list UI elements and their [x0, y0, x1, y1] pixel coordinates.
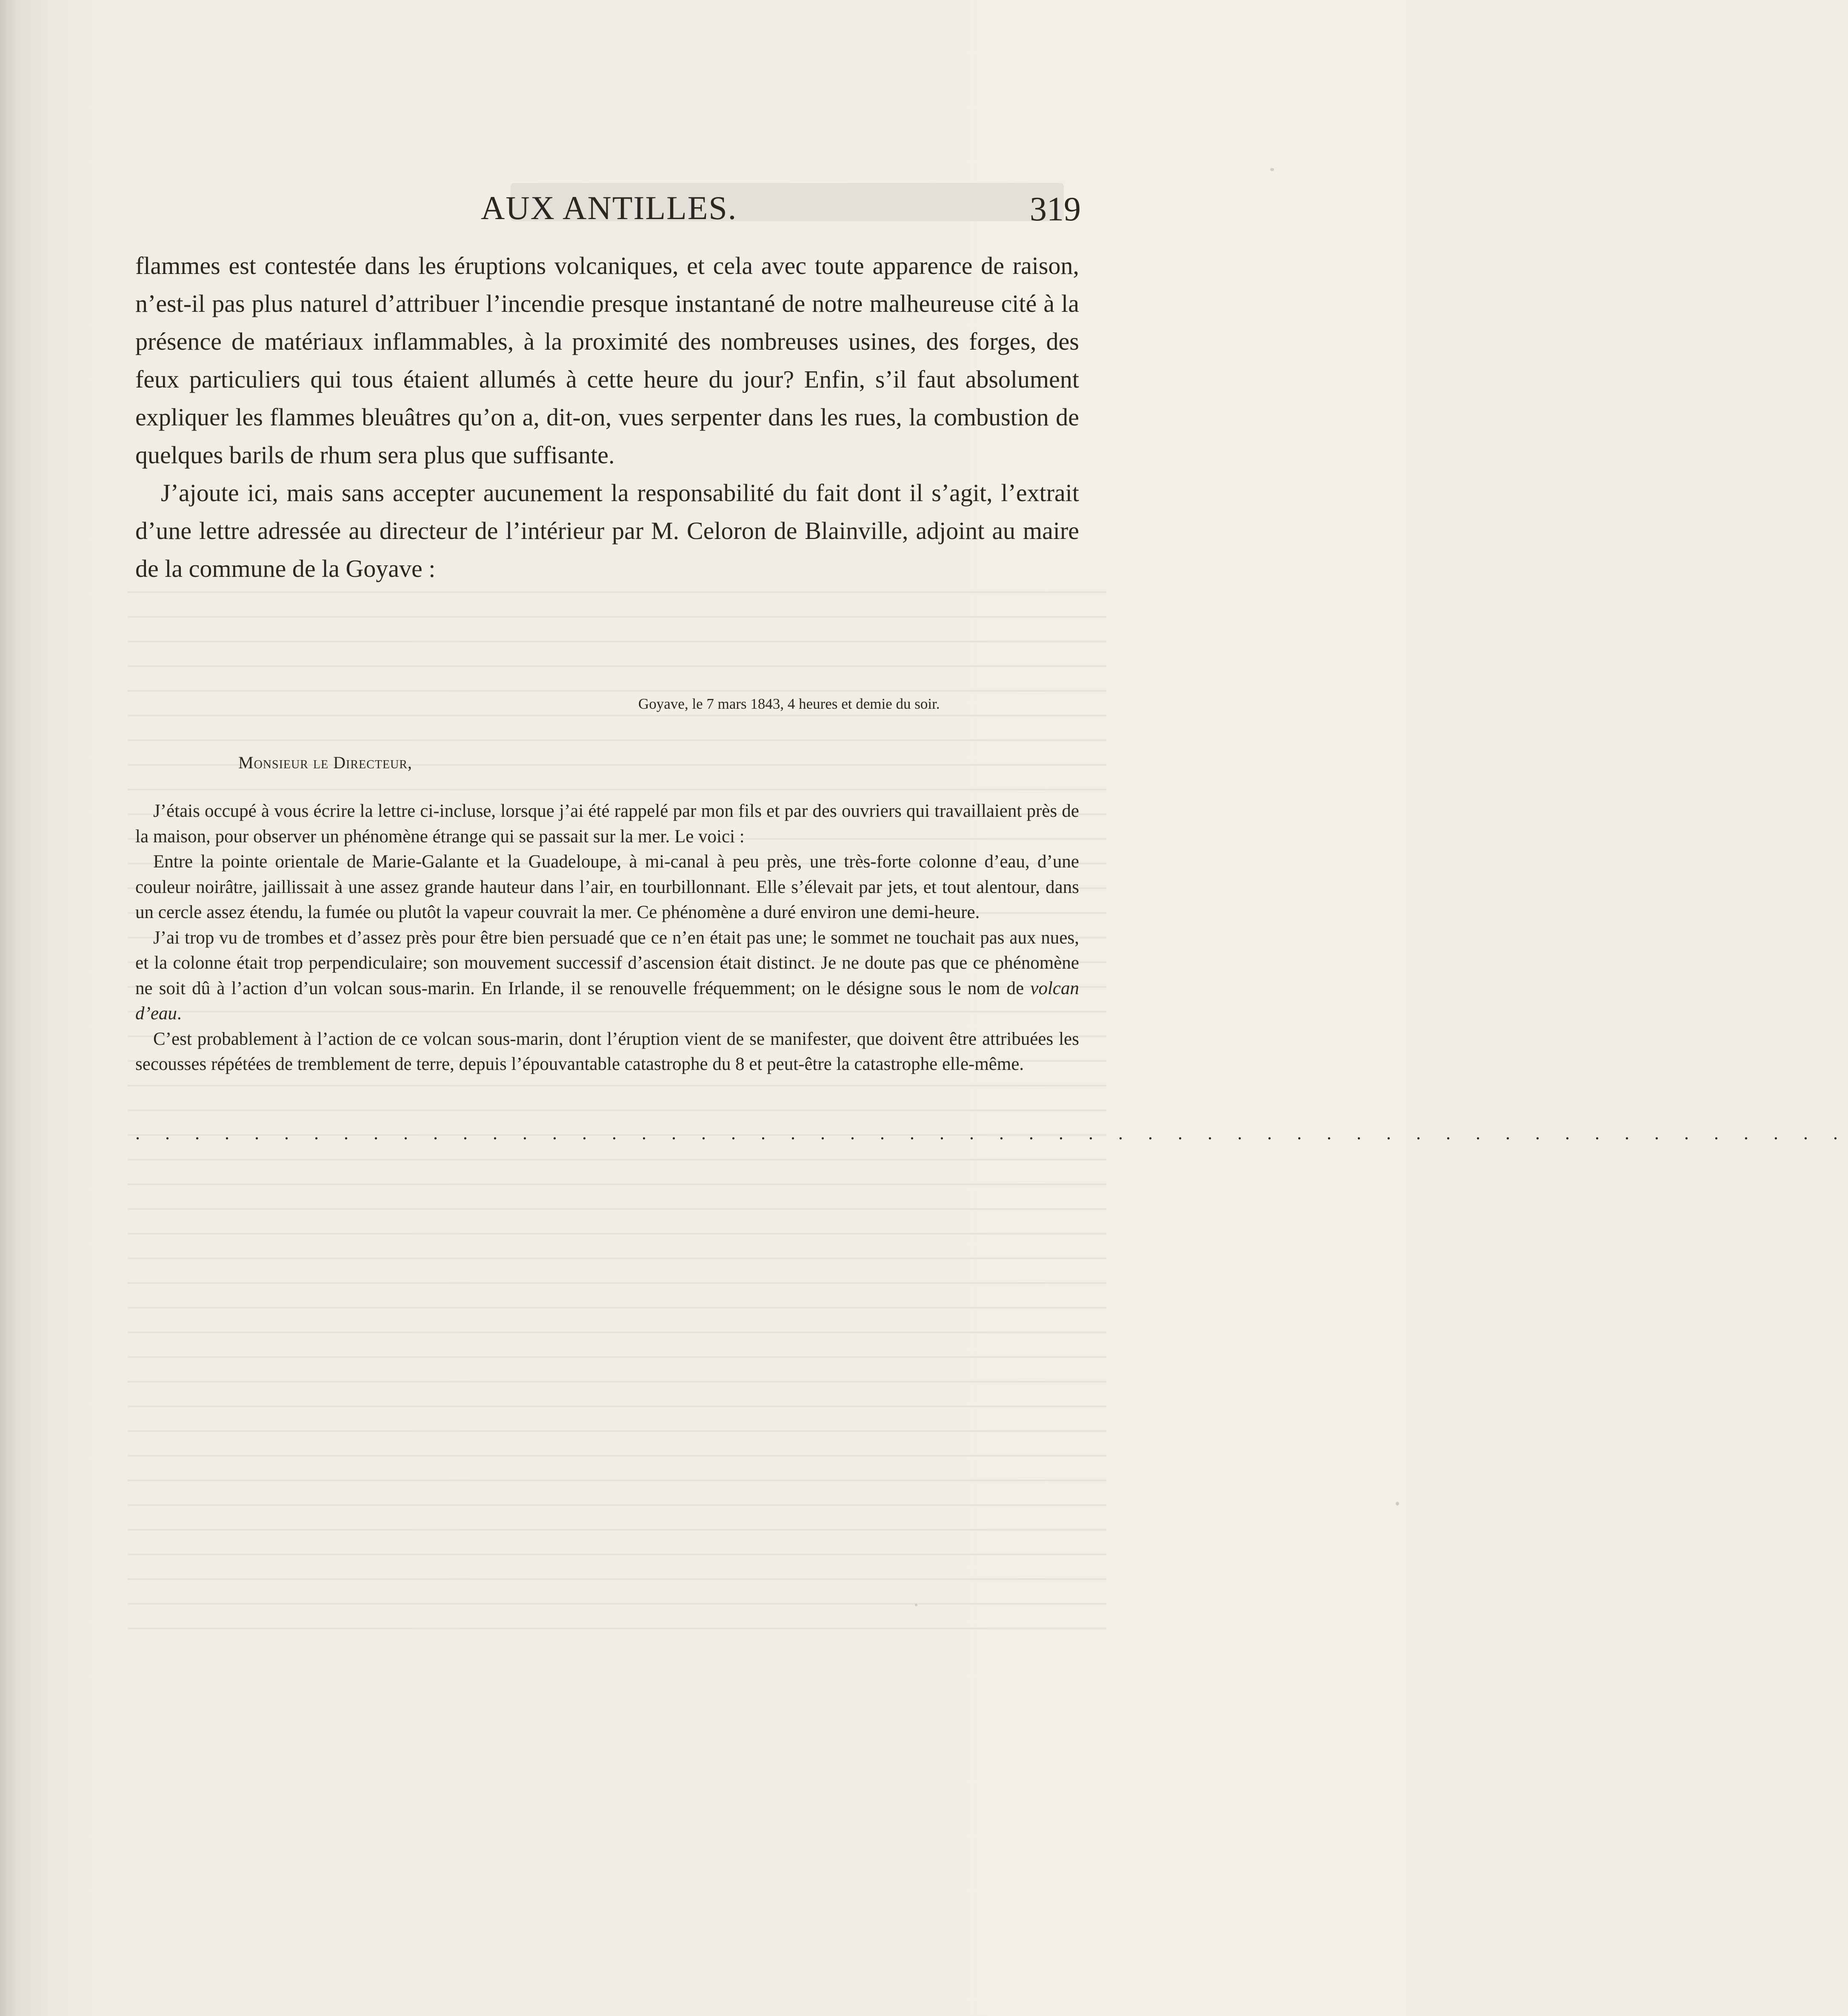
letter-text [135, 798, 1079, 1077]
letter-paragraph-4: C’est probablement à l’action de ce volcan sous-marin, dont l’éruption vient de se manifester, que doivent être attribuées les secousses répétées de tremblement de terre, depuis l’épouvantable catastrophe du 8 et peut-être la catastrophe elle-même. [135, 1029, 1079, 1074]
letter-paragraph-3-text: J’ai trop vu de trombes et d’assez près pour être bien persuadé que ce n’en était pas une; le sommet ne touchait pas aux nues, et la colonne était trop perpendiculaire; son mouvement successif d’ascension était distinct. Je ne doute pas que ce phénomène ne soit dû à l’action d’un volcan sous-marin. En Irlande, il se renouvelle fréquemment; on le désigne sous le nom de [135, 927, 1079, 998]
italic-term: volcan d’eau [135, 978, 1079, 1024]
letter-paragraph-1: J’étais occupé à vous écrire la lettre ci-incluse, lorsque j’ai été rappelé par mon fils et par des ouvriers qui travaillaient près de la maison, pour observer un phénomène étrange qui se passait sur la mer. Le voici : [135, 801, 1079, 847]
ellipsis-leaders: . . . . . . . . . . . . . . . . . . . . . . . . . . . . . . . . . . . . . . . . . . . . . . . . . . . . . . . . . . [135, 1123, 1848, 1143]
running-title: AUX ANTILLES. [481, 189, 737, 226]
letter-dateline: Goyave, le 7 mars 1843, 4 heures et demie du soir. [638, 696, 940, 712]
paper-speck [1270, 168, 1274, 171]
page-number: 319 [1030, 191, 1081, 228]
letter-paragraph-3 [135, 925, 1079, 1027]
letter-paragraph-3-end: . [177, 1004, 182, 1024]
paper-speck [915, 1604, 917, 1606]
bleed-through-table [128, 587, 1848, 1629]
body-paragraph-2: J’ajoute ici, mais sans accepter aucunement la responsabilité du fait dont il s’agit, l’extrait d’une lettre adressée au directeur de l’intérieur par M. Celoron de Blainville, adjoint au maire de la commune de la Goyave : [135, 479, 1079, 582]
body-paragraph-1: flammes est contestée dans les éruptions volcaniques, et cela avec toute apparence de raison, n’est-il pas plus naturel d’attribuer l’incendie presque instantané de notre malheureuse cité à la présence de matériaux inflammables, à la proximité des nombreuses usines, des forges, des feux particuliers qui tous étaient allumés à cette heure du jour? Enfin, s’il faut absolument expliquer les flammes bleuâtres qu’on a, dit-on, vues serpenter dans les rues, la combustion de quelques barils de rhum sera plus que suffisante. [135, 252, 1079, 469]
body-text [135, 247, 1079, 587]
letter-salutation: Monsieur le Directeur, [238, 753, 412, 772]
paper-speck [1396, 1502, 1399, 1506]
letter-paragraph-2: Entre la pointe orientale de Marie-Galante et la Guadeloupe, à mi-canal à peu près, une très-forte colonne d’eau, d’une couleur noirâtre, jaillissait à une assez grande hauteur dans l’air, en tourbillonnant. Elle s’élevait par jets, et tout alentour, dans un cercle assez étendu, la fumée ou plutôt la vapeur couvrait la mer. Ce phénomène a duré environ une demi-heure. [135, 852, 1079, 922]
